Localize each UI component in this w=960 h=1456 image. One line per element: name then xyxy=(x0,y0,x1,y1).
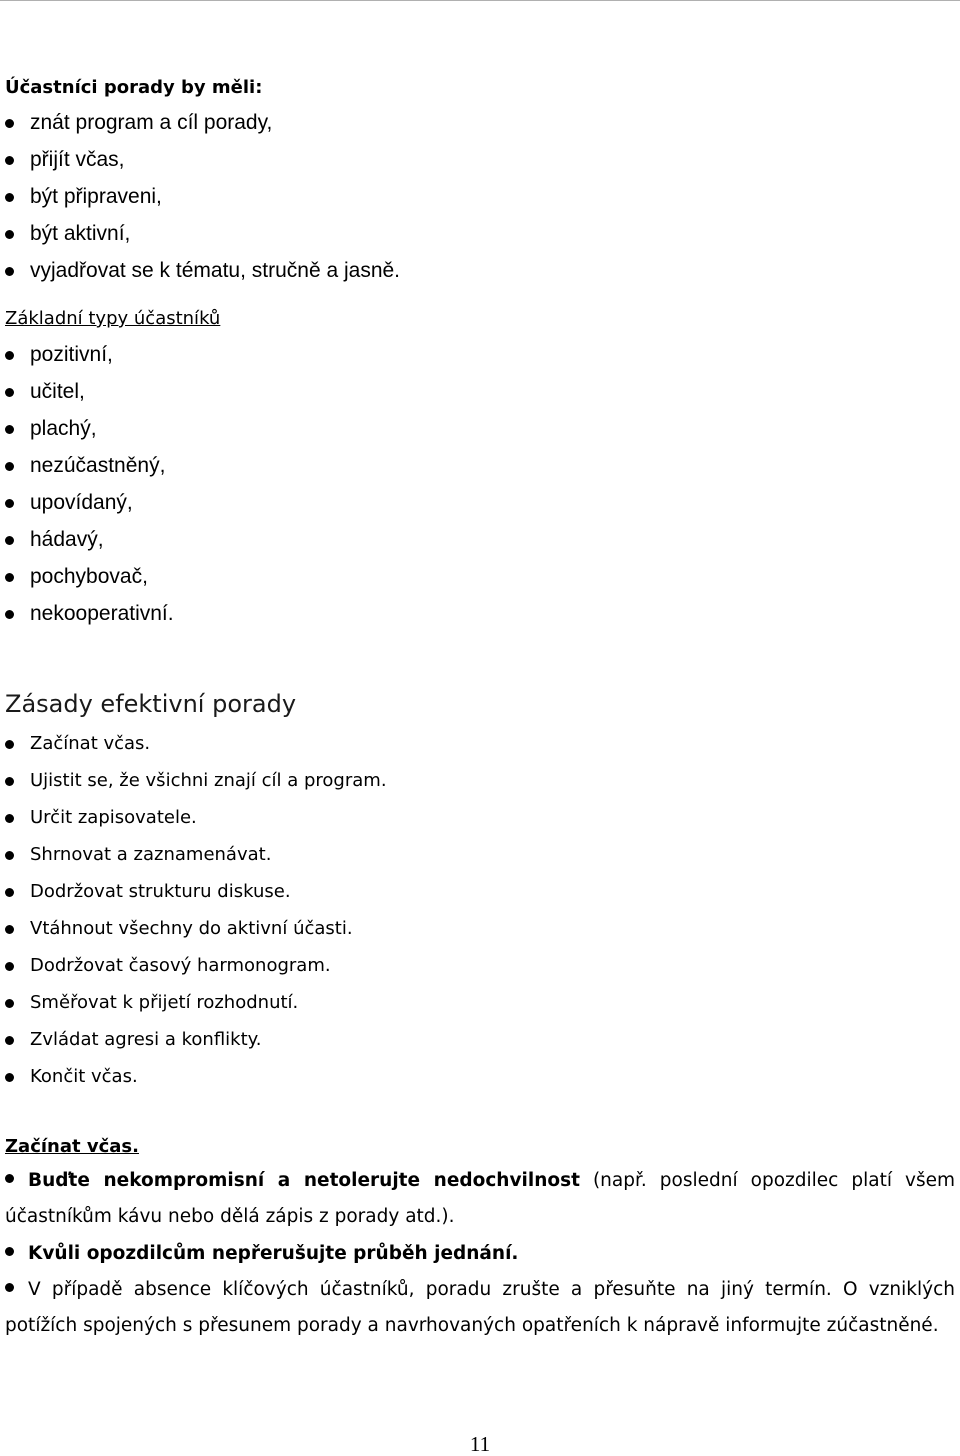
list-item: Zvládat agresi a konflikty. xyxy=(5,1029,955,1066)
list-item: učitel, xyxy=(5,380,955,417)
list-item: nezúčastněný, xyxy=(5,454,955,491)
list-item: Vtáhnout všechny do aktivní účasti. xyxy=(5,918,955,955)
latecomers-bold-text: Kvůli opozdilcům nepřerušujte průběh jednání. xyxy=(28,1243,519,1264)
participants-section xyxy=(5,111,955,296)
punctuality-text: (např. poslední opozdilec platí všem účastníkům kávu nebo dělá zápis z porady atd.). xyxy=(5,1170,955,1227)
list-item: Určit zapisovatele. xyxy=(5,807,955,844)
meeting-principles-section xyxy=(5,733,955,1103)
list-item: pochybovač, xyxy=(5,565,955,602)
list-item: být aktivní, xyxy=(5,222,955,259)
start-on-time-heading: Začínat včas. xyxy=(5,1136,139,1157)
list-item: Směřovat k přijetí rozhodnutí. xyxy=(5,992,955,1029)
list-item: vyjadřovat se k tématu, stručně a jasně. xyxy=(5,259,955,296)
participants-list xyxy=(5,111,955,296)
latecomers-paragraph xyxy=(5,1236,955,1272)
punctuality-bold-text: Buďte nekompromisní a netolerujte nedochvilnost xyxy=(28,1170,580,1191)
bullet-icon xyxy=(5,1247,14,1256)
list-item: hádavý, xyxy=(5,528,955,565)
participant-types-list xyxy=(5,343,955,639)
participant-types-section xyxy=(5,343,955,639)
list-item: být připraveni, xyxy=(5,185,955,222)
list-item: upovídaný, xyxy=(5,491,955,528)
participants-heading: Účastníci porady by měli: xyxy=(5,77,263,98)
list-item: Ujistit se, že všichni znají cíl a program. xyxy=(5,770,955,807)
list-item: Končit včas. xyxy=(5,1066,955,1103)
punctuality-paragraph xyxy=(5,1163,955,1235)
bullet-icon xyxy=(5,1283,14,1292)
list-item: Začínat včas. xyxy=(5,733,955,770)
list-item: plachý, xyxy=(5,417,955,454)
page-number: 11 xyxy=(469,1432,491,1456)
top-rule xyxy=(0,0,960,1)
list-item: znát program a cíl porady, xyxy=(5,111,955,148)
list-item: pozitivní, xyxy=(5,343,955,380)
list-item: přijít včas, xyxy=(5,148,955,185)
list-item: Dodržovat strukturu diskuse. xyxy=(5,881,955,918)
bullet-icon xyxy=(5,1174,14,1183)
absence-text: V případě absence klíčových účastníků, poradu zrušte a přesuňte na jiný termín. O vzniklých potížích spojených s přesunem porady a navrhovaných opatřeních k nápravě informujte zúčastněné. xyxy=(5,1279,955,1336)
participant-types-heading: Základní typy účastníků xyxy=(5,308,221,329)
absence-paragraph xyxy=(5,1272,955,1344)
list-item: Dodržovat časový harmonogram. xyxy=(5,955,955,992)
list-item: nekooperativní. xyxy=(5,602,955,639)
meeting-principles-list xyxy=(5,733,955,1103)
meeting-principles-heading: Zásady efektivní porady xyxy=(5,690,297,718)
list-item: Shrnovat a zaznamenávat. xyxy=(5,844,955,881)
